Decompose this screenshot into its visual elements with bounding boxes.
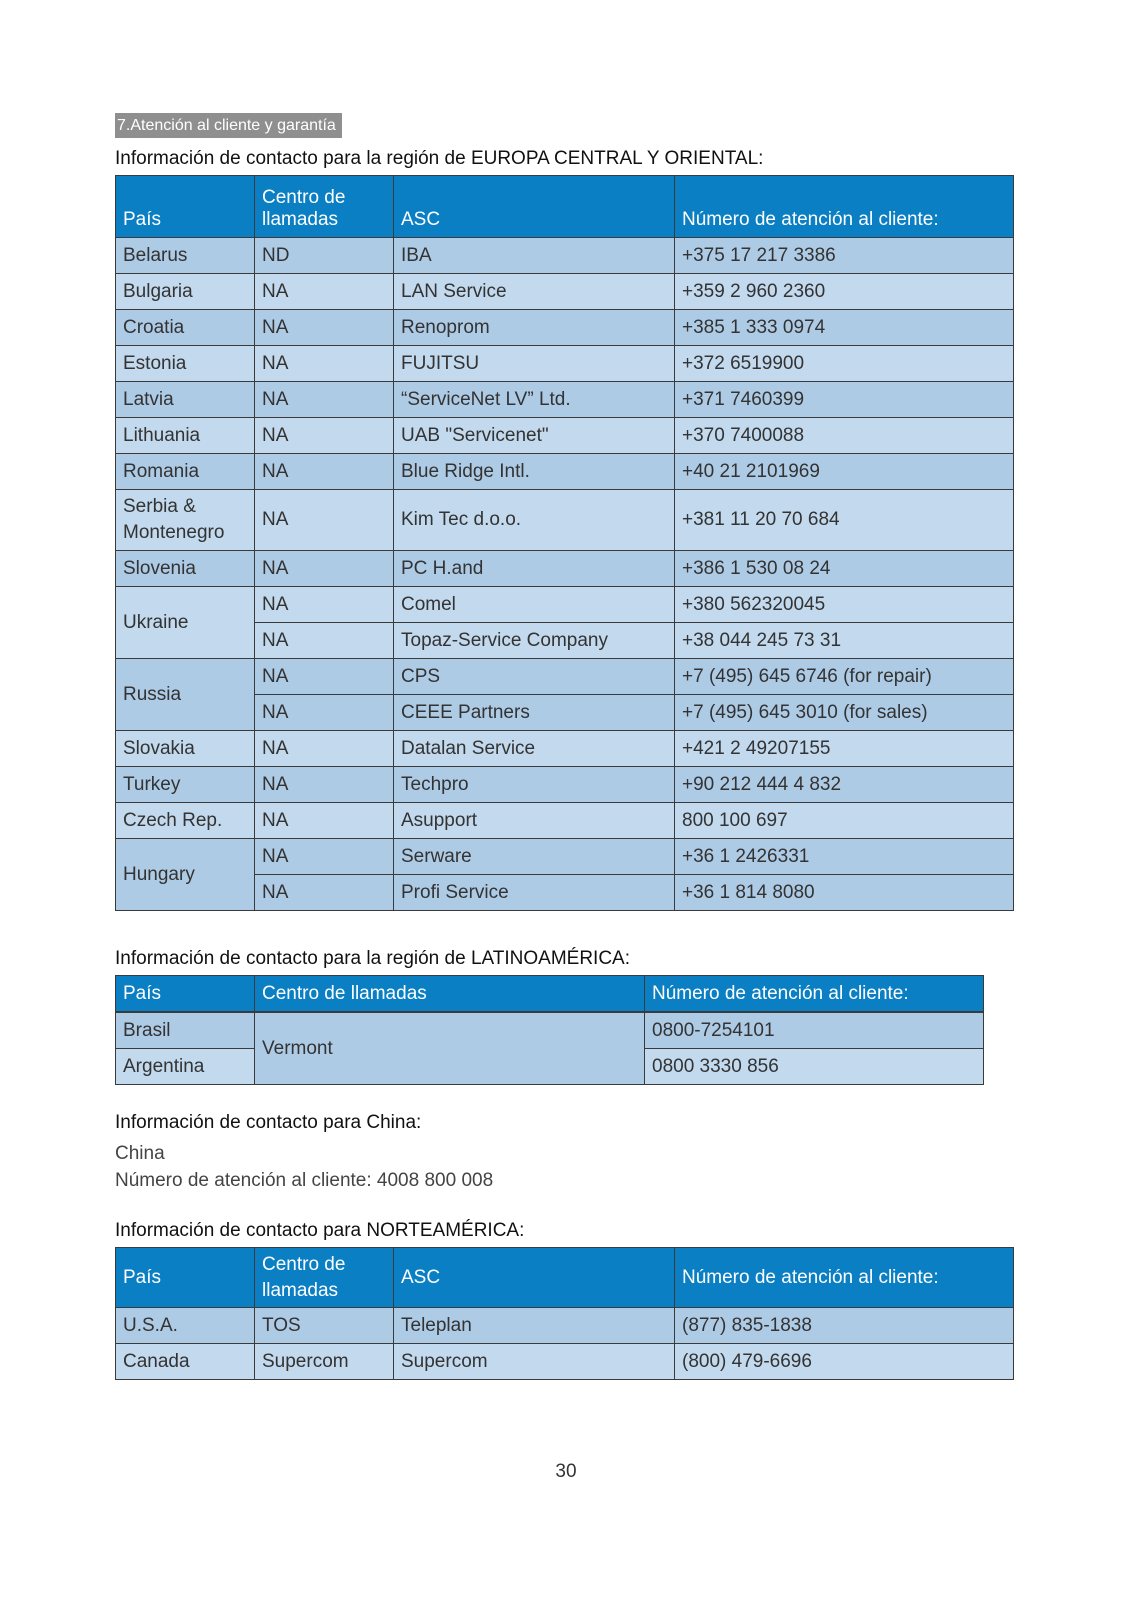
europe-heading: Información de contacto para la región de EUROPA CENTRAL Y ORIENTAL: bbox=[115, 148, 764, 169]
phone-cell: 0800-7254101 bbox=[645, 1013, 984, 1049]
header-asc: ASC bbox=[394, 176, 675, 238]
phone-cell: +40 21 2101969 bbox=[675, 454, 1014, 490]
china-heading: Información de contacto para China: bbox=[115, 1112, 422, 1133]
phone-cell: +371 7460399 bbox=[675, 382, 1014, 418]
asc-cell: Renoprom bbox=[394, 310, 675, 346]
country-cell: Belarus bbox=[116, 238, 255, 274]
table-row bbox=[116, 418, 1014, 454]
header-call-center: Centro de llamadas bbox=[255, 1248, 394, 1308]
header-phone: Número de atención al cliente: bbox=[675, 176, 1014, 238]
asc-cell: Topaz-Service Company bbox=[394, 623, 675, 659]
phone-cell: +380 562320045 bbox=[675, 587, 1014, 623]
header-call-center: Centro de llamadas bbox=[255, 176, 394, 238]
country-cell: Slovenia bbox=[116, 551, 255, 587]
phone-cell: +36 1 2426331 bbox=[675, 839, 1014, 875]
table-row bbox=[116, 490, 1014, 551]
asc-cell: LAN Service bbox=[394, 274, 675, 310]
header-asc: ASC bbox=[394, 1248, 675, 1308]
country-cell: Romania bbox=[116, 454, 255, 490]
call-center-cell: NA bbox=[255, 310, 394, 346]
phone-cell: +372 6519900 bbox=[675, 346, 1014, 382]
call-center-cell: NA bbox=[255, 418, 394, 454]
country-cell: Brasil bbox=[116, 1013, 255, 1049]
europe-contact-table bbox=[115, 175, 1014, 911]
country-cell: Bulgaria bbox=[116, 274, 255, 310]
country-cell: Serbia & Montenegro bbox=[116, 490, 255, 551]
country-cell: Argentina bbox=[116, 1049, 255, 1085]
country-cell: Slovakia bbox=[116, 731, 255, 767]
phone-cell: +375 17 217 3386 bbox=[675, 238, 1014, 274]
table-row bbox=[116, 551, 1014, 587]
call-center-cell: NA bbox=[255, 695, 394, 731]
country-cell: Ukraine bbox=[116, 587, 255, 659]
table-row bbox=[116, 803, 1014, 839]
country-cell: Lithuania bbox=[116, 418, 255, 454]
china-country: China bbox=[115, 1143, 165, 1164]
country-cell: Czech Rep. bbox=[116, 803, 255, 839]
table-row bbox=[116, 659, 1014, 695]
china-info bbox=[115, 1140, 493, 1194]
header-call-center: Centro de llamadas bbox=[255, 976, 645, 1012]
table-row bbox=[116, 1344, 1014, 1380]
call-center-cell: NA bbox=[255, 875, 394, 911]
table-row bbox=[116, 310, 1014, 346]
asc-cell: Techpro bbox=[394, 767, 675, 803]
phone-cell: +381 11 20 70 684 bbox=[675, 490, 1014, 551]
table-row bbox=[116, 731, 1014, 767]
header-phone: Número de atención al cliente: bbox=[675, 1248, 1014, 1308]
phone-cell: +359 2 960 2360 bbox=[675, 274, 1014, 310]
table-row bbox=[116, 587, 1014, 623]
call-center-cell: ND bbox=[255, 238, 394, 274]
header-country: País bbox=[116, 976, 255, 1012]
call-center-cell: NA bbox=[255, 490, 394, 551]
call-center-cell: NA bbox=[255, 803, 394, 839]
phone-cell: +7 (495) 645 3010 (for sales) bbox=[675, 695, 1014, 731]
country-cell: U.S.A. bbox=[116, 1308, 255, 1344]
table-row bbox=[116, 767, 1014, 803]
asc-cell: “ServiceNet LV” Ltd. bbox=[394, 382, 675, 418]
china-phone: Número de atención al cliente: 4008 800 008 bbox=[115, 1170, 494, 1191]
call-center-cell: NA bbox=[255, 551, 394, 587]
call-center-cell: Supercom bbox=[255, 1344, 394, 1380]
table-row bbox=[116, 238, 1014, 274]
phone-cell: +7 (495) 645 6746 (for repair) bbox=[675, 659, 1014, 695]
table-row bbox=[116, 839, 1014, 875]
latam-heading: Información de contacto para la región de LATINOAMÉRICA: bbox=[115, 948, 631, 969]
table-row bbox=[116, 454, 1014, 490]
call-center-cell: NA bbox=[255, 274, 394, 310]
phone-cell: +36 1 814 8080 bbox=[675, 875, 1014, 911]
asc-cell: CPS bbox=[394, 659, 675, 695]
table-row bbox=[116, 382, 1014, 418]
call-center-cell: NA bbox=[255, 346, 394, 382]
call-center-cell: Vermont bbox=[255, 1013, 645, 1085]
phone-cell: 0800 3330 856 bbox=[645, 1049, 984, 1085]
phone-cell: +370 7400088 bbox=[675, 418, 1014, 454]
phone-cell: +90 212 444 4 832 bbox=[675, 767, 1014, 803]
table-row bbox=[116, 274, 1014, 310]
table-row bbox=[116, 1013, 984, 1049]
asc-cell: Kim Tec d.o.o. bbox=[394, 490, 675, 551]
north-america-heading: Información de contacto para NORTEAMÉRICA: bbox=[115, 1220, 525, 1241]
phone-cell: (800) 479-6696 bbox=[675, 1344, 1014, 1380]
call-center-cell: NA bbox=[255, 731, 394, 767]
header-phone: Número de atención al cliente: bbox=[645, 976, 984, 1012]
table-row bbox=[116, 1308, 1014, 1344]
call-center-cell: TOS bbox=[255, 1308, 394, 1344]
asc-cell: Supercom bbox=[394, 1344, 675, 1380]
country-cell: Estonia bbox=[116, 346, 255, 382]
asc-cell: Comel bbox=[394, 587, 675, 623]
asc-cell: Blue Ridge Intl. bbox=[394, 454, 675, 490]
country-cell: Canada bbox=[116, 1344, 255, 1380]
page-number: 30 bbox=[555, 1461, 577, 1482]
call-center-cell: NA bbox=[255, 623, 394, 659]
phone-cell: +421 2 49207155 bbox=[675, 731, 1014, 767]
phone-cell: +386 1 530 08 24 bbox=[675, 551, 1014, 587]
phone-cell: (877) 835-1838 bbox=[675, 1308, 1014, 1344]
country-cell: Croatia bbox=[116, 310, 255, 346]
section-tag: 7.Atención al cliente y garantía bbox=[115, 113, 342, 138]
asc-cell: Serware bbox=[394, 839, 675, 875]
asc-cell: FUJITSU bbox=[394, 346, 675, 382]
table-row bbox=[116, 346, 1014, 382]
country-cell: Turkey bbox=[116, 767, 255, 803]
asc-cell: IBA bbox=[394, 238, 675, 274]
asc-cell: CEEE Partners bbox=[394, 695, 675, 731]
call-center-cell: NA bbox=[255, 767, 394, 803]
country-cell: Latvia bbox=[116, 382, 255, 418]
country-cell: Russia bbox=[116, 659, 255, 731]
call-center-cell: NA bbox=[255, 839, 394, 875]
north-america-contact-table bbox=[115, 1247, 1014, 1380]
asc-cell: PC H.and bbox=[394, 551, 675, 587]
phone-cell: +385 1 333 0974 bbox=[675, 310, 1014, 346]
asc-cell: UAB "Servicenet" bbox=[394, 418, 675, 454]
header-country: País bbox=[116, 1248, 255, 1308]
country-cell: Hungary bbox=[116, 839, 255, 911]
call-center-cell: NA bbox=[255, 659, 394, 695]
call-center-cell: NA bbox=[255, 382, 394, 418]
asc-cell: Teleplan bbox=[394, 1308, 675, 1344]
phone-cell: 800 100 697 bbox=[675, 803, 1014, 839]
asc-cell: Datalan Service bbox=[394, 731, 675, 767]
asc-cell: Profi Service bbox=[394, 875, 675, 911]
latam-contact-table bbox=[115, 975, 984, 1085]
call-center-cell: NA bbox=[255, 454, 394, 490]
call-center-cell: NA bbox=[255, 587, 394, 623]
header-country: País bbox=[116, 176, 255, 238]
phone-cell: +38 044 245 73 31 bbox=[675, 623, 1014, 659]
asc-cell: Asupport bbox=[394, 803, 675, 839]
